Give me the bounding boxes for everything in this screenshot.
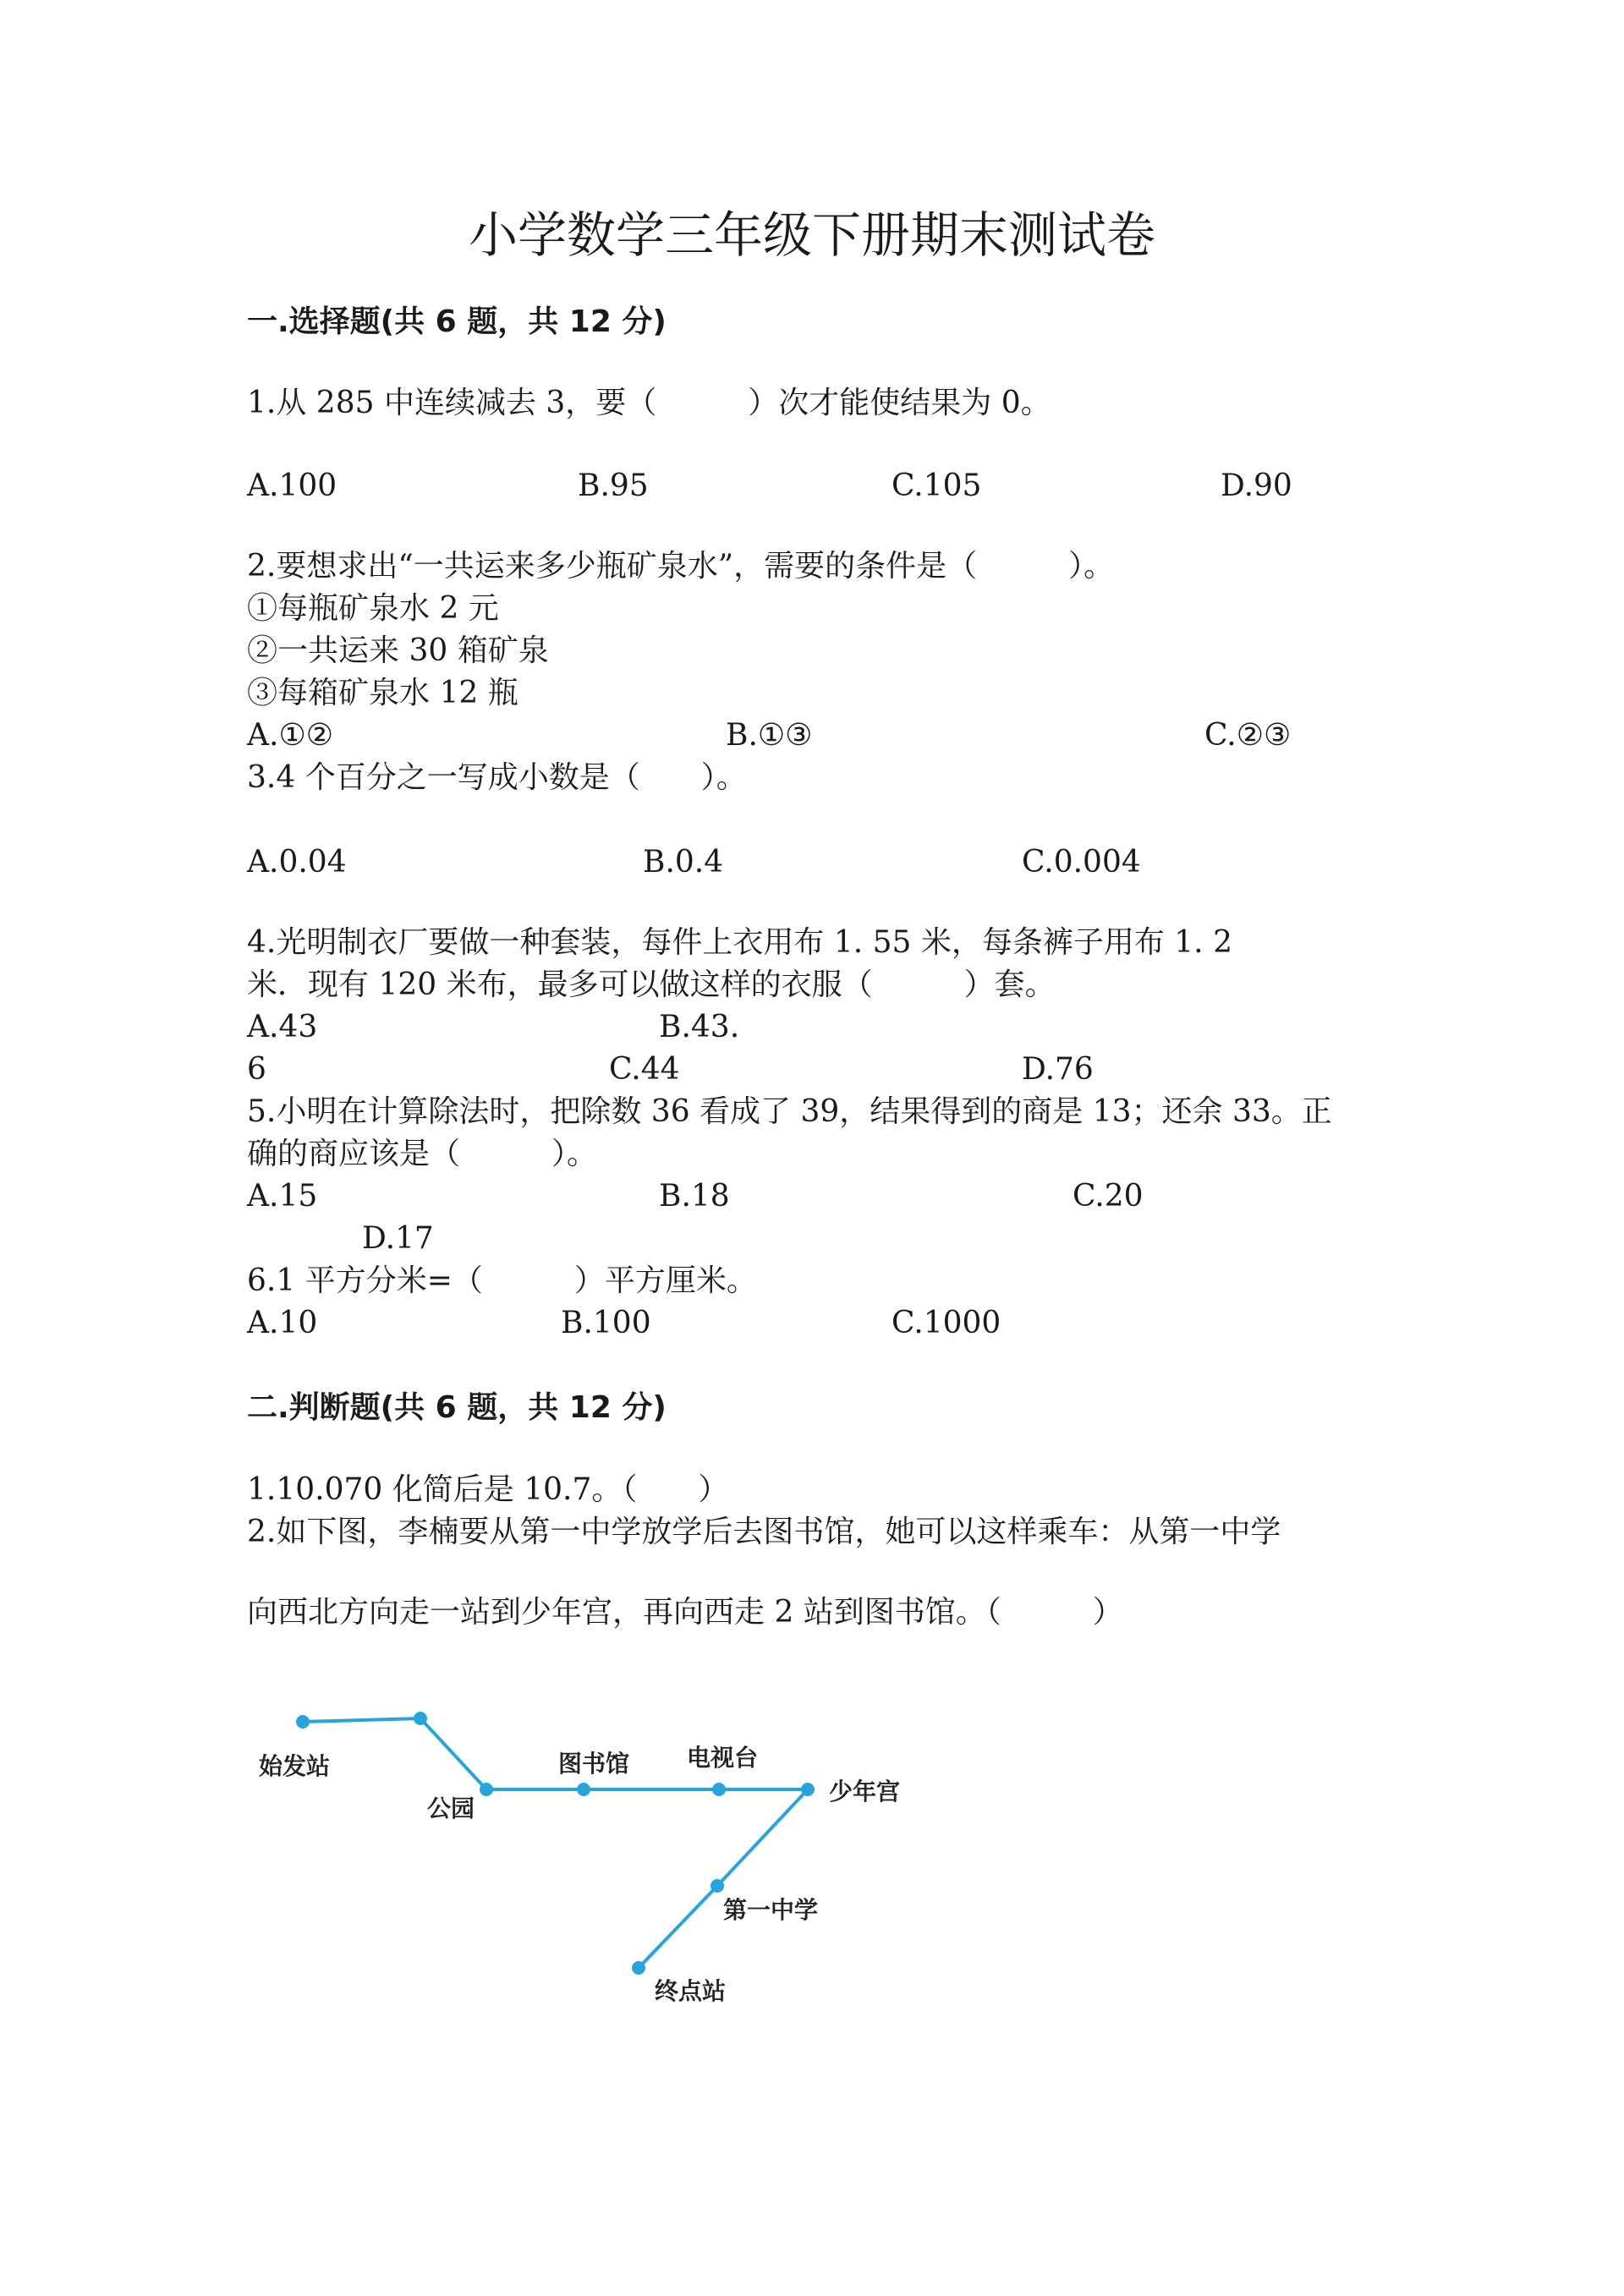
judge-q2-stem-line1: 2.如下图，李楠要从第一中学放学后去图书馆，她可以这样乘车：从第一中学 (247, 1515, 1281, 1549)
q4-option-c: C.44 (609, 1052, 680, 1087)
q2-option-c: C.②③ (1204, 718, 1292, 753)
q5-option-a: A.15 (247, 1179, 318, 1214)
section-2-heading: 二.判断题(共 6 题，共 12 分) (247, 1390, 667, 1425)
station-dot-bend (414, 1712, 427, 1725)
station-label-park: 公园 (427, 1795, 475, 1822)
station-dot-first-middle-school (710, 1879, 724, 1893)
q2-option-a: A.①② (247, 718, 333, 753)
route-segment (717, 1789, 808, 1886)
q3-option-c: C.0.004 (1022, 845, 1141, 879)
station-label-tv-station: 电视台 (687, 1744, 759, 1772)
station-dot-library (577, 1783, 590, 1796)
q5-stem-line1: 5.小明在计算除法时，把除数 36 看成了 39，结果得到的商是 13；还余 33。正 (247, 1094, 1332, 1129)
q6-option-a: A.10 (247, 1306, 318, 1340)
q5-option-c: C.20 (1073, 1179, 1144, 1214)
q4-option-b-continued: 6 (247, 1052, 266, 1087)
q2-stem: 2.要想求出“一共运来多少瓶矿泉水”，需要的条件是（ ）。 (247, 549, 1115, 584)
q3-stem: 3.4 个百分之一写成小数是（ ）。 (247, 760, 747, 795)
q4-stem-line1: 4.光明制衣厂要做一种套装，每件上衣用布 1. 55 米，每条裤子用布 1. 2 (247, 925, 1232, 960)
q1-option-b: B.95 (578, 469, 649, 503)
station-dot-park (480, 1783, 493, 1796)
station-label-youth-palace: 少年宫 (829, 1778, 901, 1806)
q4-option-a: A.43 (247, 1010, 318, 1044)
route-segment (303, 1718, 420, 1722)
q6-option-b: B.100 (561, 1306, 651, 1340)
q3-option-b: B.0.4 (643, 845, 724, 879)
station-dot-youth-palace (801, 1783, 815, 1796)
station-label-terminal: 终点站 (655, 1977, 727, 2005)
q5-stem-line2: 确的商应该是（ ）。 (247, 1137, 598, 1171)
station-dot-terminal (632, 1961, 645, 1975)
q4-option-b: B.43. (659, 1010, 740, 1044)
q1-option-d: D.90 (1221, 469, 1292, 503)
q1-option-a: A.100 (247, 469, 337, 503)
station-label-first-middle-school: 第一中学 (723, 1896, 819, 1924)
q2-condition-2: ②一共运来 30 箱矿泉 (247, 633, 549, 668)
q6-stem: 6.1 平方分米=（ ）平方厘米。 (247, 1263, 757, 1298)
q1-option-c: C.105 (892, 469, 982, 503)
q2-condition-3: ③每箱矿泉水 12 瓶 (247, 676, 518, 710)
judge-q2-stem-line2: 向西北方向走一站到少年宫，再向西走 2 站到图书馆。（ ） (247, 1595, 1123, 1630)
station-label-start: 始发站 (259, 1752, 331, 1780)
q4-option-d: D.76 (1022, 1052, 1094, 1087)
section-1-heading: 一.选择题(共 6 题，共 12 分) (247, 304, 667, 339)
q2-option-b: B.①③ (726, 718, 813, 753)
station-dot-start (296, 1715, 310, 1729)
station-dot-tv-station (712, 1783, 726, 1796)
q1-stem: 1.从 285 中连续减去 3，要（ ）次才能使结果为 0。 (247, 386, 1051, 420)
station-label-library: 图书馆 (558, 1750, 630, 1778)
q5-option-b: B.18 (659, 1179, 730, 1214)
q2-condition-1: ①每瓶矿泉水 2 元 (247, 591, 499, 626)
route-segment (420, 1718, 486, 1789)
page-title: 小学数学三年级下册期末测试卷 (468, 206, 1155, 264)
q5-option-d: D.17 (362, 1221, 434, 1256)
judge-q1-stem: 1.10.070 化简后是 10.7。（ ） (247, 1472, 729, 1507)
route-segment (639, 1886, 717, 1968)
q4-stem-line2: 米．现有 120 米布，最多可以做这样的衣服（ ）套。 (247, 967, 1056, 1002)
q6-option-c: C.1000 (892, 1306, 1001, 1340)
q3-option-a: A.0.04 (247, 845, 347, 879)
